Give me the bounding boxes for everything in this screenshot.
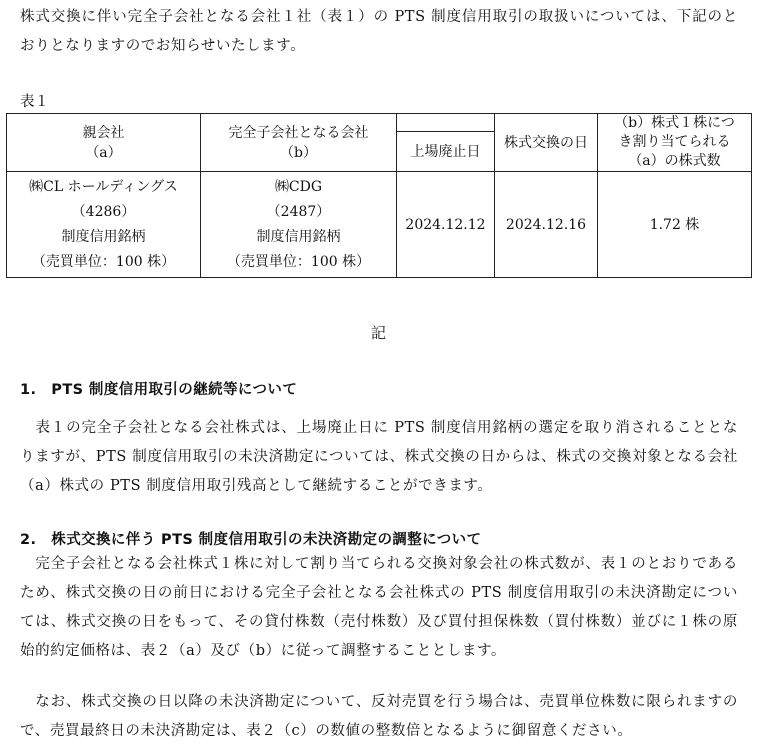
section2-note: なお、株式交換の日以降の未決済勘定について、反対売買を行う場合は、売買単位株数に限られますので、売買最終日の未決済勘定は、表２（c）の数値の整数倍となるように御留意ください。 (20, 694, 738, 739)
cell-parent: ㈱CL ホールディングス （4286） 制度信用銘柄 （売買単位：100 株） (7, 172, 201, 278)
section1-body: 表１の完全子会社となる会社株式は、上場廃止日に PTS 制度信用銘柄の選定を取り消されることとなりますが、PTS 制度信用取引の未決済勘定については、株式交換の日からは、株式の交換対象となる会社（a）株式の PTS 制度信用取引残高として継続することができます。 (20, 420, 738, 494)
header-ratio: （b）株式１株につ き割り当てられる （a）の株式数 (598, 114, 752, 172)
section1-heading: 1. PTS 制度信用取引の継続等について (20, 382, 298, 398)
cell-exchange-date: 2024.12.16 (495, 172, 598, 278)
ki-heading: 記 (370, 324, 386, 342)
cell-ratio: 1.72 株 (598, 172, 752, 278)
header-delisting-date: 上場廃止日 (397, 132, 495, 172)
exchange-table (6, 113, 752, 278)
header-exchange-date: 株式交換の日 (495, 114, 598, 172)
header-blank (397, 114, 495, 132)
section2-body: 完全子会社となる会社株式１株に対して割り当てられる交換対象会社の株式数が、表１のとおりであるため、株式交換の日の前日における完全子会社となる会社株式の PTS 制度信用取引の未決済勘定については、株式交換の日をもって、その貸付株数（売付株数）及び買付担保株数（買付株数）並びに１株の原始的約定価格は、表２（a）及び（b）に従って調整することとします。 (20, 556, 738, 659)
intro-paragraph: 株式交換に伴い完全子会社となる会社１社（表１）の PTS 制度信用取引の取扱いについては、下記のとおりとなりますのでお知らせいたします。 (20, 9, 738, 54)
cell-delisting-date: 2024.12.12 (397, 172, 495, 278)
cell-subsidiary: ㈱CDG （2487） 制度信用銘柄 （売買単位：100 株） (201, 172, 397, 278)
table-caption: 表１ (20, 94, 49, 110)
header-subsidiary: 完全子会社となる会社 （b） (201, 114, 397, 172)
header-parent: 親会社 （a） (7, 114, 201, 172)
section2-heading: 2. 株式交換に伴う PTS 制度信用取引の未決済勘定の調整について (20, 532, 482, 548)
